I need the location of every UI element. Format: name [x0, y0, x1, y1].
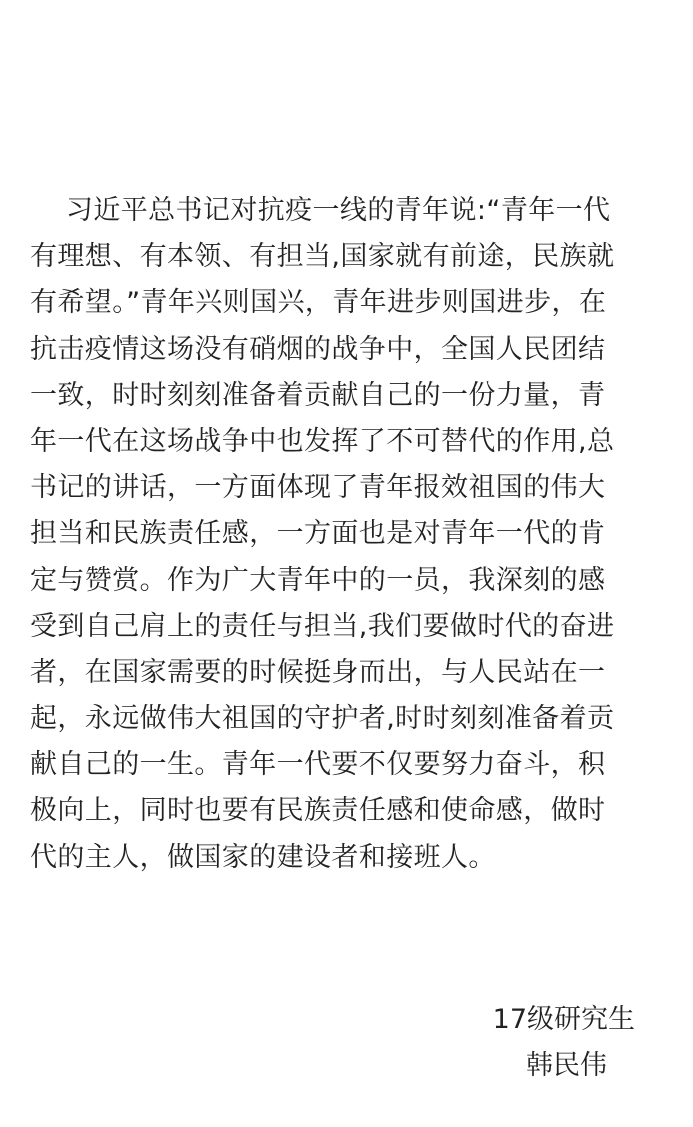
essay-line: 抗击疫情这场没有硝烟的战争中，全国人民团结 [30, 333, 606, 365]
essay-line: 极向上，同时也要有民族责任感和使命感，做时 [30, 795, 606, 827]
essay-line: 定与赞赏。作为广大青年中的一员，我深刻的感 [30, 564, 606, 596]
signature-block [493, 997, 635, 1089]
essay-line: 一致，时时刻刻准备着贡献自己的一份力量，青 [30, 379, 606, 411]
essay-line: 有希望。”青年兴则国兴，青年进步则国进步，在 [30, 287, 607, 319]
essay-line: 代的主人，做国家的建设者和接班人。 [30, 841, 496, 873]
essay-line: 有理想、有本领、有担当,国家就有前途，民族就 [30, 241, 615, 273]
essay-line: 受到自己肩上的责任与担当,我们要做时代的奋进 [30, 610, 615, 642]
essay-line: 担当和民族责任感，一方面也是对青年一代的肯 [30, 518, 606, 550]
essay-line: 习近平总书记对抗疫一线的青年说:“青年一代 [30, 195, 611, 226]
signature-affiliation: 17级研究生 [492, 1004, 635, 1035]
essay-line: 献自己的一生。青年一代要不仅要努力奋斗，积 [30, 749, 606, 781]
essay-line: 起，永远做伟大祖国的守护者,时时刻刻准备着贡 [30, 703, 615, 735]
signature-name: 韩民伟 [526, 1050, 607, 1081]
essay-line: 者，在国家需要的时候挺身而出，与人民站在一 [30, 656, 606, 688]
essay-line: 年一代在这场战争中也发挥了不可替代的作用,总 [30, 425, 615, 457]
essay-paragraph [30, 188, 670, 881]
essay-line: 书记的讲话，一方面体现了青年报效祖国的伟大 [30, 472, 606, 504]
